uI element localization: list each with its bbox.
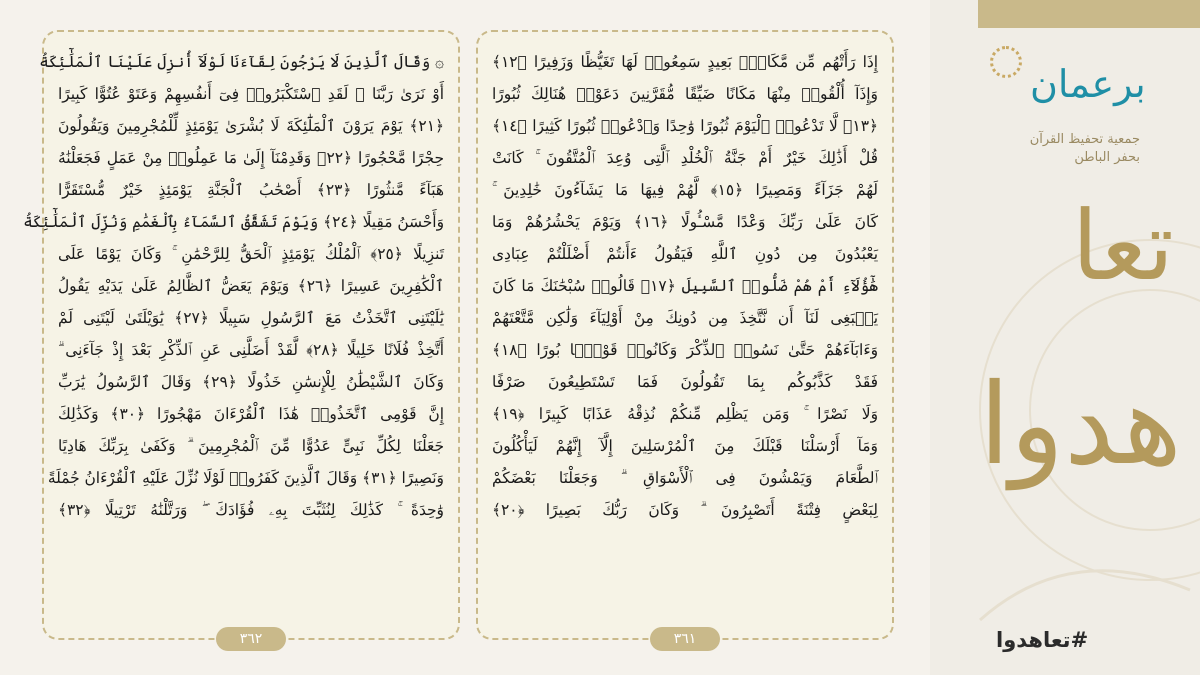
verse-lines — [23, 46, 445, 526]
verse-line: وَكَانَ ٱلشَّيْطَٰنُ لِلْإِنسَٰنِ خَذُولًا ﴿٢٩﴾ وَقَالَ ٱلرَّسُولُ يَٰرَبِّ — [58, 373, 444, 391]
hashtag: #تعاهدوا — [996, 628, 1089, 652]
verse-line: وَٰحِدَةً ۚ كَذَٰلِكَ لِنُثَبِّتَ بِهِۦ فُؤَادَكَ ۖ وَرَتَّلْنَٰهُ تَرْتِيلًا ﴿٣٢﴾ — [58, 501, 444, 519]
flower-icon — [990, 46, 1022, 78]
verse-line: ﴿٢١﴾ يَوْمَ يَرَوْنَ ٱلْمَلَٰٓئِكَةَ لَا بُشْرَىٰ يَوْمَئِذٍ لِّلْمُجْرِمِينَ وَيَقُولُونَ — [58, 117, 444, 135]
org-city: بحفر الباطن — [1074, 150, 1140, 165]
verse-line: أَتَّخِذْ فُلَانًا خَلِيلًا ﴿٢٨﴾ لَّقَدْ أَضَلَّنِى عَنِ ٱلذِّكْرِ بَعْدَ إِذْ جَآءَنِى ۗ — [58, 341, 445, 359]
verse-line: كَانَ عَلَىٰ رَبِّكَ وَعْدًا مَّسْـُٔولًا ﴿١٦﴾ وَيَوْمَ يَحْشُرُهُمْ وَمَا — [492, 213, 878, 231]
verse-line: لَهُمْ جَزَآءً وَمَصِيرًا ﴿١٥﴾ لَّهُمْ فِيهَا مَا يَشَآءُونَ خَٰلِدِينَ ۚ — [492, 181, 878, 199]
verse-line: وَنَصِيرًا ﴿٣١﴾ وَقَالَ ٱلَّذِينَ كَفَرُوا۟ لَوْلَا نُزِّلَ عَلَيْهِ ٱلْقُرْءَانُ جُمْلَةً — [47, 469, 444, 487]
verse-line: قُلْ أَذَٰلِكَ خَيْرٌ أَمْ جَنَّةُ ٱلْخُلْدِ ٱلَّتِى وُعِدَ ٱلْمُتَّقُونَ ۚ كَانَتْ — [492, 149, 878, 167]
page-number: ٣٦٢ — [216, 627, 286, 651]
verse-line: يَٰلَيْتَنِى ٱتَّخَذْتُ مَعَ ٱلرَّسُولِ سَبِيلًا ﴿٢٧﴾ يَٰوَيْلَتَىٰ لَيْتَنِى لَمْ — [58, 309, 445, 327]
logo-wordmark: برعمان — [1030, 62, 1146, 106]
page-number: ٣٦١ — [650, 627, 720, 651]
verse-line: ٱلْكَٰفِرِينَ عَسِيرًا ﴿٢٦﴾ وَيَوْمَ يَعَضُّ ٱلظَّالِمُ عَلَىٰ يَدَيْهِ يَقُولُ — [58, 277, 444, 295]
verse-line: وَمَآ أَرْسَلْنَا قَبْلَكَ مِنَ ٱلْمُرْسَلِينَ إِلَّآ إِنَّهُمْ لَيَأْكُلُونَ — [492, 437, 878, 455]
verse-line: إِنَّ قَوْمِى ٱتَّخَذُوا۟ هَٰذَا ٱلْقُرْءَانَ مَهْجُورًا ﴿٣٠﴾ وَكَذَٰلِكَ — [58, 405, 444, 423]
verse-line: ۞ وَقَالَ ٱلَّذِينَ لَا يَرْجُونَ لِقَآءَنَا لَوْلَآ أُنزِلَ عَلَيْنَا ٱلْمَلَٰٓئِكَةُ — [39, 53, 444, 71]
mushaf-page-right — [476, 30, 894, 647]
verse-line: فَقَدْ كَذَّبُوكُم بِمَا تَقُولُونَ فَمَا تَسْتَطِيعُونَ صَرْفًا — [492, 373, 878, 391]
verse-line: وَأَحْسَنُ مَقِيلًا ﴿٢٤﴾ وَيَوْمَ تَشَقَّقُ ٱلسَّمَآءُ بِٱلْغَمَٰمِ وَنُزِّلَ ٱلْمَلَٰٓئِكَةُ — [23, 213, 444, 231]
verse-line: أَوْ نَرَىٰ رَبَّنَا ۗ لَقَدِ ٱسْتَكْبَرُوا۟ فِىٓ أَنفُسِهِمْ وَعَتَوْ عُتُوًّا كَبِيرًا — [58, 85, 444, 103]
mushaf-page-left — [23, 30, 460, 647]
verse-line: ٱلطَّعَامَ وَيَمْشُونَ فِى ٱلْأَسْوَاقِ ۗ وَجَعَلْنَا بَعْضَكُمْ — [492, 469, 878, 487]
verse-line: يَنۢبَغِى لَنَآ أَن نَّتَّخِذَ مِن دُونِكَ مِنْ أَوْلِيَآءَ وَلَٰكِن مَّتَّعْتَهُمْ — [492, 309, 878, 327]
org-name: جمعية تحفيظ القرآن — [1029, 132, 1140, 147]
verse-line: وَإِذَآ أُلْقُوا۟ مِنْهَا مَكَانًا ضَيِّقًا مُّقَرَّنِينَ دَعَوْا۟ هُنَالِكَ ثُبُورًا — [492, 85, 878, 103]
verse-line: ﴿١٣﴾ لَّا تَدْعُوا۟ ٱلْيَوْمَ ثُبُورًا وَٰحِدًا وَٱدْعُوا۟ ثُبُورًا كَثِيرًا ﴿١٤﴾ — [492, 117, 878, 135]
calligraphy-artwork — [948, 190, 1182, 610]
organization-logo — [990, 40, 1160, 170]
verse-line: حِجْرًا مَّحْجُورًا ﴿٢٢﴾ وَقَدِمْنَآ إِلَىٰ مَا عَمِلُوا۟ مِنْ عَمَلٍ فَجَعَلْنَٰهُ — [58, 149, 444, 167]
verse-line: إِذَا رَأَتْهُم مِّن مَّكَانٍۭ بَعِيدٍ سَمِعُوا۟ لَهَا تَغَيُّظًا وَزَفِيرًا ﴿١٢﴾ — [492, 53, 878, 71]
verse-line: هَبَآءً مَّنثُورًا ﴿٢٣﴾ أَصْحَٰبُ ٱلْجَنَّةِ يَوْمَئِذٍ خَيْرٌ مُّسْتَقَرًّا — [58, 181, 444, 199]
verse-line: وَءَابَآءَهُمْ حَتَّىٰ نَسُوا۟ ٱلذِّكْرَ وَكَانُوا۟ قَوْمًۢا بُورًا ﴿١٨﴾ — [492, 341, 878, 359]
verse-line: يَعْبُدُونَ مِن دُونِ ٱللَّهِ فَيَقُولُ ءَأَنتُمْ أَضْلَلْتُمْ عِبَادِى — [492, 245, 878, 263]
verse-lines — [492, 46, 878, 526]
calligraphy-word-2: هدوا — [978, 360, 1182, 490]
calligraphy-word-1: تعا — [1071, 190, 1174, 302]
verse-line: لِبَعْضٍ فِتْنَةً أَتَصْبِرُونَ ۗ وَكَانَ رَبُّكَ بَصِيرًا ﴿٢٠﴾ — [492, 501, 878, 519]
gold-accent-bar — [978, 0, 1200, 28]
verse-line: جَعَلْنَا لِكُلِّ نَبِىٍّ عَدُوًّا مِّنَ ٱلْمُجْرِمِينَ ۗ وَكَفَىٰ بِرَبِّكَ هَادِيًا — [58, 437, 444, 455]
verse-line: هَٰٓؤُلَآءِ أَمْ هُمْ ضَلُّوا۟ ٱلسَّبِيلَ ﴿١٧﴾ قَالُوا۟ سُبْحَٰنَكَ مَا كَانَ — [492, 277, 878, 295]
verse-line: تَنزِيلًا ﴿٢٥﴾ ٱلْمُلْكُ يَوْمَئِذٍ ٱلْحَقُّ لِلرَّحْمَٰنِ ۚ وَكَانَ يَوْمًا عَلَى — [58, 245, 445, 263]
verse-line: وَلَا نَصْرًا ۚ وَمَن يَظْلِم مِّنكُمْ نُذِقْهُ عَذَابًا كَبِيرًا ﴿١٩﴾ — [492, 405, 878, 423]
